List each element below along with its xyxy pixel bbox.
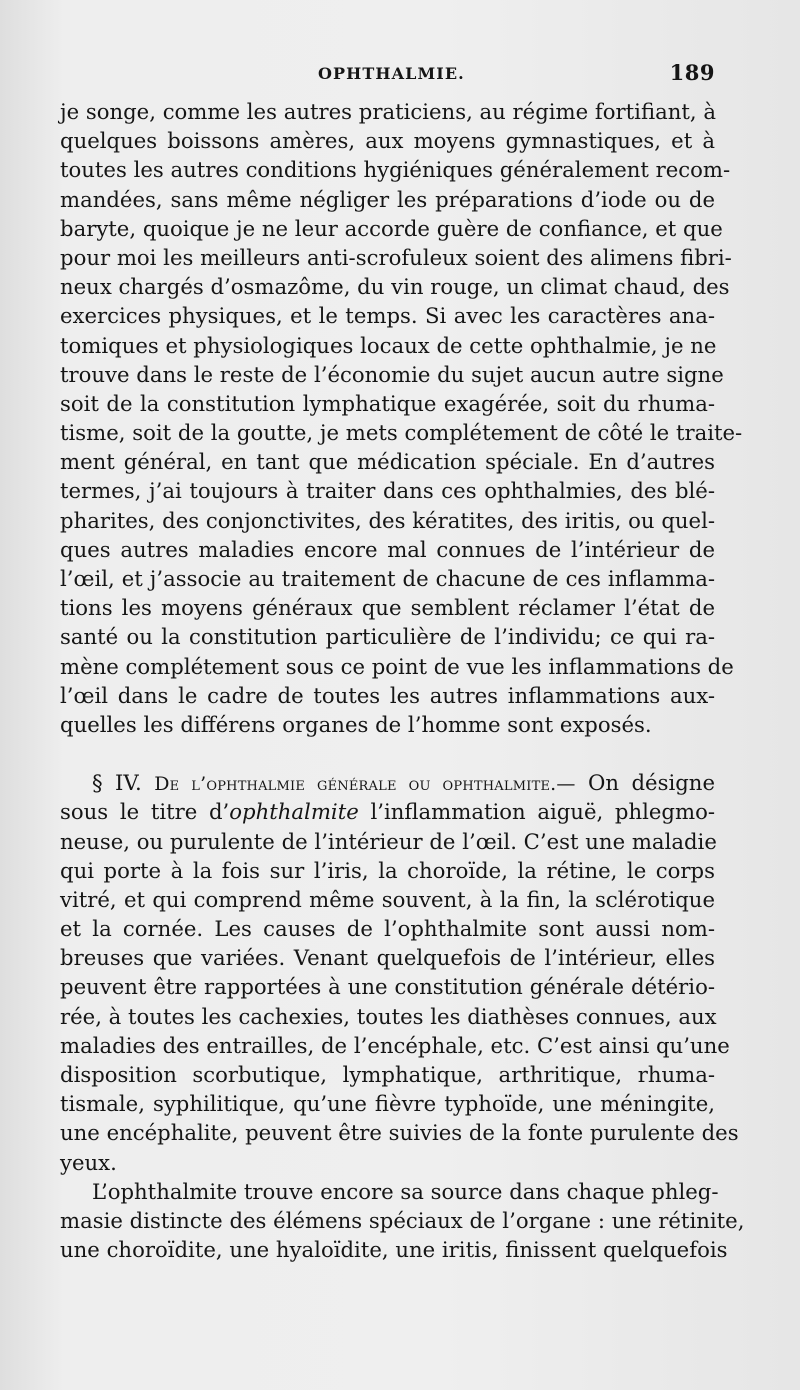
text-line: pharites, des conjonctivites, des kératites, des iritis, ou quel- bbox=[60, 507, 715, 533]
text-line: exercices physiques, et le temps. Si avec les caractères ana- bbox=[60, 303, 715, 329]
text-line: tisme, soit de la goutte, je mets complétement de côté le traite- bbox=[60, 420, 743, 446]
text-fragment: l’inflammation aiguë, phlegmo- bbox=[358, 799, 715, 825]
text-line: tions les moyens généraux que semblent réclamer l’état de bbox=[60, 595, 715, 621]
text-line: breuses que variées. Venant quelquefois de l’intérieur, elles bbox=[60, 945, 715, 971]
text-line: une encéphalite, peuvent être suivies de la fonte purulente des bbox=[60, 1120, 739, 1146]
paragraph-3 bbox=[60, 1177, 745, 1265]
page-number: 189 bbox=[669, 60, 715, 85]
text-line: quelles les différens organes de l’homme sont exposés. bbox=[60, 711, 652, 737]
text-line: l’œil dans le cadre de toutes les autres inflammations aux- bbox=[60, 682, 715, 708]
text-line: pour moi les meilleurs anti-scrofuleux soient des alimens fibri- bbox=[60, 244, 732, 270]
text-line: tomiques et physiologiques locaux de cette ophthalmie, je ne bbox=[60, 332, 717, 358]
section-heading: De l’ophthalmie générale ou ophthalmite.— bbox=[154, 773, 576, 796]
page-header bbox=[60, 60, 715, 92]
text-line: termes, j’ai toujours à traiter dans ces ophthalmies, des blé- bbox=[60, 478, 715, 504]
text-line: mène complétement sous ce point de vue les inflammations de bbox=[60, 653, 734, 679]
text-line: baryte, quoique je ne leur accorde guère de confiance, et que bbox=[60, 215, 723, 241]
text-line: ques autres maladies encore mal connues de l’intérieur de bbox=[60, 536, 715, 562]
text-line: quelques boissons amères, aux moyens gymnastiques, et à bbox=[60, 128, 715, 154]
text-line: disposition scorbutique, lymphatique, arthritique, rhuma- bbox=[60, 1062, 715, 1087]
text-line: soit de la constitution lymphatique exagérée, soit du rhuma- bbox=[60, 390, 715, 416]
text-line: tismale, syphilitique, qu’une fièvre typhoïde, une méningite, bbox=[60, 1091, 715, 1117]
text-line: yeux. bbox=[60, 1149, 117, 1175]
section-spacer bbox=[60, 739, 715, 768]
text-line: qui porte à la fois sur l’iris, la choroïde, la rétine, le corps bbox=[60, 857, 715, 883]
text-line: vitré, et qui comprend même souvent, à la fin, la sclérotique bbox=[60, 886, 715, 912]
text-line: L’ophthalmite trouve encore sa source dans chaque phleg- bbox=[92, 1178, 719, 1204]
section-first-line bbox=[60, 768, 715, 797]
text-line: une choroïdite, une hyaloïdite, une iritis, finissent quelquefois bbox=[60, 1237, 728, 1263]
text-line: et la cornée. Les causes de l’ophthalmite sont aussi nom- bbox=[60, 916, 715, 942]
text-line: neux chargés d’osmazôme, du vin rouge, un climat chaud, des bbox=[60, 274, 730, 300]
text-line: neuse, ou purulente de l’intérieur de l’œil. C’est une maladie bbox=[60, 828, 717, 854]
section-first-line-text: On désigne bbox=[588, 770, 715, 796]
text-line: masie distincte des élémens spéciaux de l’organe : une rétinite, bbox=[60, 1207, 745, 1233]
text-line: rée, à toutes les cachexies, toutes les diathèses connues, aux bbox=[60, 1003, 717, 1029]
text-line: peuvent être rapportées à une constitution générale détério- bbox=[60, 974, 715, 1000]
text-line: santé ou la constitution particulière de l’individu; ce qui ra- bbox=[60, 624, 715, 650]
text-fragment: sous le titre d’ bbox=[60, 799, 230, 825]
italic-term: ophthalmite bbox=[229, 799, 359, 825]
text-line: je songe, comme les autres praticiens, au régime fortifiant, à bbox=[60, 99, 716, 124]
running-title: OPHTHALMIE. bbox=[318, 64, 465, 83]
text-line: l’œil, et j’associe au traitement de chacune de ces inflamma- bbox=[60, 566, 715, 591]
paragraph-1 bbox=[60, 97, 743, 739]
text-line: ment général, en tant que médication spéciale. En d’autres bbox=[60, 449, 715, 475]
text-line: toutes les autres conditions hygiéniques généralement recom- bbox=[60, 157, 731, 183]
text-line: maladies des entrailles, de l’encéphale, etc. C’est ainsi qu’une bbox=[60, 1032, 730, 1058]
text-line: trouve dans le reste de l’économie du sujet aucun autre signe bbox=[60, 361, 724, 387]
section-iv bbox=[60, 768, 739, 1177]
body-text bbox=[60, 97, 745, 1264]
section-second-line bbox=[60, 797, 715, 826]
text-line: mandées, sans même négliger les préparations d’iode ou de bbox=[60, 186, 715, 212]
section-number: § IV. bbox=[92, 770, 142, 796]
